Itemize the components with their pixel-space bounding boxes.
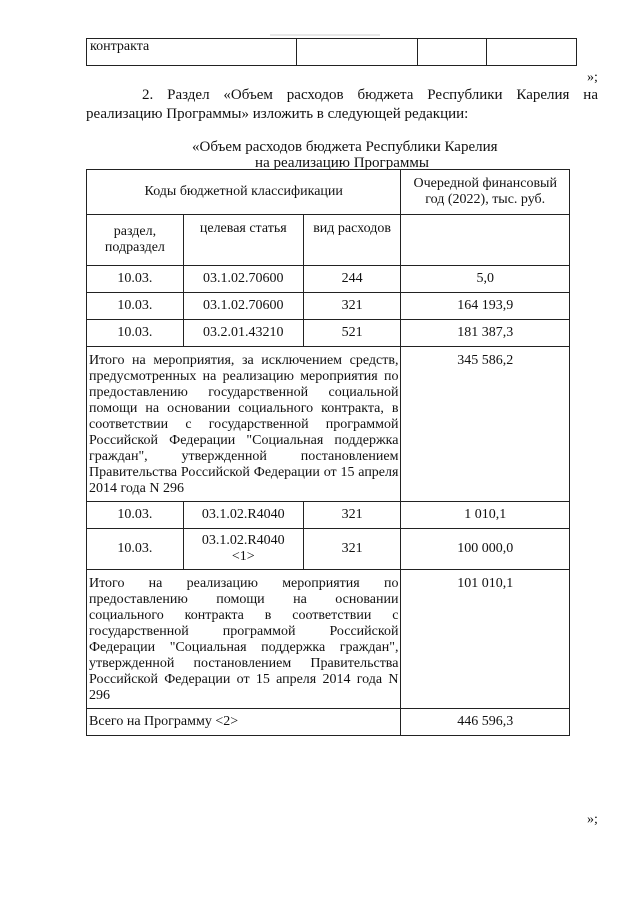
cell-target: 03.1.02.70600 <box>183 293 303 320</box>
table-title-line1: «Объем расходов бюджета Республики Карелия <box>192 139 498 155</box>
cell-section: 10.03. <box>87 293 184 320</box>
subheader-expense-type: вид расходов <box>303 215 401 266</box>
table-row <box>87 529 570 570</box>
grand-total-row <box>87 709 570 736</box>
subtotal2-text: Итого на реализацию мероприятия по предоставлению помощи на основании социального контракта в соответствии с государственной программой Российской Федерации "Социальная поддержка граждан", утвержденной постановлением Правительства Российской Федерации от 15 апреля 2014 года N 296 <box>87 570 401 709</box>
cell-section: 10.03. <box>87 502 184 529</box>
subtotal-row <box>87 570 570 709</box>
fragment-cell <box>417 39 487 66</box>
grand-total-text: Всего на Программу <2> <box>87 709 401 736</box>
cell-target: 03.2.01.43210 <box>183 320 303 347</box>
fragment-cell-text: контракта <box>87 39 297 66</box>
table-row <box>87 320 570 347</box>
subheader-target: целевая статья <box>183 215 303 266</box>
fragment-cell <box>296 39 417 66</box>
cell-type: 521 <box>303 320 401 347</box>
header-budget-codes: Коды бюджетной классификации <box>87 170 401 215</box>
table-row <box>87 293 570 320</box>
subheader-section: раздел, подраздел <box>87 215 184 266</box>
amendment-paragraph: 2. Раздел «Объем расходов бюджета Республики Карелия на реализацию Программы» изложить в следующей редакции: <box>86 87 598 122</box>
scan-artifact <box>270 34 380 36</box>
cell-section: 10.03. <box>87 320 184 347</box>
grand-total-amount: 446 596,3 <box>401 709 570 736</box>
table-row <box>87 266 570 293</box>
subtotal2-amount: 101 010,1 <box>401 570 570 709</box>
cell-amount: 5,0 <box>401 266 570 293</box>
cell-target: 03.1.02.R4040 <1> <box>183 529 303 570</box>
cell-type: 321 <box>303 502 401 529</box>
header-fiscal-year: Очередной финансовый год (2022), тыс. руб. <box>401 170 570 215</box>
cell-amount: 164 193,9 <box>401 293 570 320</box>
cell-section: 10.03. <box>87 529 184 570</box>
closing-quote-top: »; <box>587 70 598 85</box>
cell-target: 03.1.02.70600 <box>183 266 303 293</box>
fragment-cell <box>487 39 577 66</box>
cell-type: 244 <box>303 266 401 293</box>
cell-section: 10.03. <box>87 266 184 293</box>
cell-amount: 181 387,3 <box>401 320 570 347</box>
subheader-empty <box>401 215 570 266</box>
subtotal1-text: Итого на мероприятия, за исключением средств, предусмотренных на реализацию мероприятия по предоставлению государственной социальной помощи на основании социального контракта, в соответствии с государственной программой Российской Федерации "Социальная поддержка граждан", утвержденной постановлением Правительства Российской Федерации от 15 апреля 2014 года N 296 <box>87 347 401 502</box>
closing-quote-bottom: »; <box>587 812 598 827</box>
cell-target: 03.1.02.R4040 <box>183 502 303 529</box>
previous-table-fragment <box>86 38 577 66</box>
cell-type: 321 <box>303 293 401 320</box>
cell-amount: 1 010,1 <box>401 502 570 529</box>
cell-amount: 100 000,0 <box>401 529 570 570</box>
subtotal1-amount: 345 586,2 <box>401 347 570 502</box>
table-title-line2: на реализацию Программы <box>255 155 429 171</box>
cell-type: 321 <box>303 529 401 570</box>
budget-table <box>86 169 570 736</box>
table-row <box>87 502 570 529</box>
subtotal-row <box>87 347 570 502</box>
